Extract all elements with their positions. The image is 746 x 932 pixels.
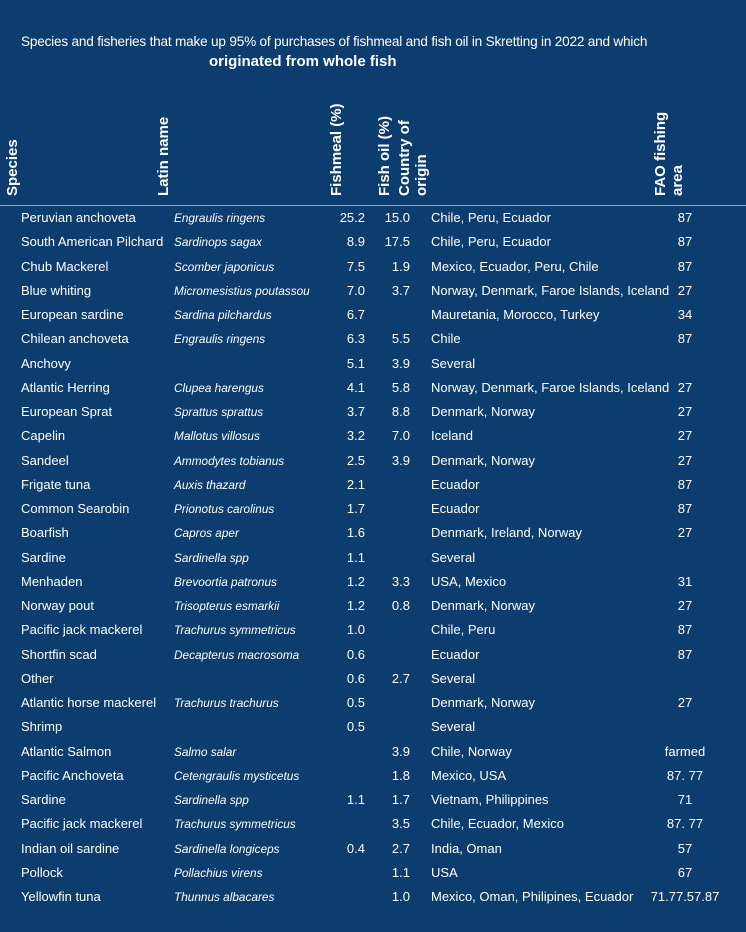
table-row xyxy=(0,788,746,812)
fao-area-cell: 87 xyxy=(677,258,693,274)
fishmeal-cell: 6.3 xyxy=(346,331,365,347)
species-cell: Shrimp xyxy=(21,719,63,735)
country-cell: Several xyxy=(431,670,476,686)
species-cell: Atlantic horse mackerel xyxy=(21,695,157,710)
fao-area-cell: farmed xyxy=(664,743,706,759)
header-latin-name: Latin name xyxy=(155,116,172,196)
fao-area-cell: 27 xyxy=(677,525,693,541)
table-row xyxy=(0,327,746,351)
latin-name-cell: Sardinella spp xyxy=(174,550,249,565)
table-row xyxy=(0,570,746,594)
fishmeal-cell: 3.2 xyxy=(346,428,365,444)
species-cell: Blue whiting xyxy=(21,282,92,298)
fishoil-cell: 1.8 xyxy=(391,767,410,783)
latin-name-cell: Sprattus sprattus xyxy=(174,405,264,419)
fishmeal-cell: 1.7 xyxy=(346,501,365,516)
table-row xyxy=(0,885,746,909)
country-cell: Denmark, Norway xyxy=(431,452,536,468)
fishoil-cell: 7.0 xyxy=(391,428,410,444)
table-row xyxy=(0,740,746,764)
fao-area-cell: 87 xyxy=(677,646,693,662)
latin-name-cell: Sardinops sagax xyxy=(174,235,262,250)
species-cell: Pacific Anchoveta xyxy=(21,767,124,783)
latin-name-cell: Brevoortia patronus xyxy=(174,574,277,589)
country-cell: Ecuador xyxy=(431,646,480,662)
species-cell: Sandeel xyxy=(21,452,69,468)
latin-name-cell: Auxis thazard xyxy=(174,477,246,492)
country-cell: Vietnam, Philippines xyxy=(431,792,549,807)
table-row xyxy=(0,352,746,376)
fao-area-cell: 67 xyxy=(677,864,693,880)
fao-area-cell: 27 xyxy=(677,282,693,298)
species-cell: Boarfish xyxy=(21,525,69,541)
fishoil-cell: 8.8 xyxy=(391,404,410,419)
country-cell: Several xyxy=(431,549,476,565)
fao-area-cell: 27 xyxy=(677,379,693,395)
fishoil-cell: 5.8 xyxy=(391,379,410,395)
latin-name-cell: Engraulis ringens xyxy=(174,211,266,225)
fao-area-cell: 27 xyxy=(677,598,693,613)
country-cell: USA xyxy=(431,864,458,880)
country-cell: Denmark, Ireland, Norway xyxy=(431,525,582,541)
fao-area-cell: 27 xyxy=(677,452,693,468)
country-cell: Iceland xyxy=(431,428,473,444)
fishoil-cell: 3.9 xyxy=(391,355,410,371)
country-cell: India, Oman xyxy=(431,840,502,856)
fao-area-cell: 71 xyxy=(677,792,693,807)
fao-area-cell: 27 xyxy=(677,404,693,419)
table-row xyxy=(0,473,746,497)
table-row xyxy=(0,764,746,788)
fao-area-cell: 27 xyxy=(677,428,693,444)
fao-area-cell: 87 xyxy=(677,331,693,347)
country-cell: Chile xyxy=(431,331,461,347)
table-row xyxy=(0,206,746,230)
latin-name-cell: Capros aper xyxy=(174,526,239,541)
species-cell: Atlantic Salmon xyxy=(21,743,112,759)
country-cell: Mexico, USA xyxy=(431,767,507,783)
fishoil-cell: 0.8 xyxy=(391,598,410,613)
fao-area-cell: 87. 77 xyxy=(666,816,704,832)
latin-name-cell: Prionotus carolinus xyxy=(174,502,275,516)
country-cell: Mexico, Ecuador, Peru, Chile xyxy=(431,258,599,274)
species-cell: Capelin xyxy=(21,428,66,444)
latin-name-cell: Trachurus symmetricus xyxy=(174,623,296,638)
fishmeal-cell: 0.5 xyxy=(346,695,365,710)
fishmeal-cell: 1.1 xyxy=(346,549,365,565)
fishmeal-cell: 5.1 xyxy=(346,355,365,371)
latin-name-cell: Engraulis ringens xyxy=(174,332,266,347)
header-species: Species xyxy=(4,139,21,196)
species-cell: South American Pilchard xyxy=(21,234,164,250)
country-cell: Chile, Ecuador, Mexico xyxy=(431,816,564,832)
fishoil-cell: 3.7 xyxy=(391,282,410,298)
fishoil-cell: 3.9 xyxy=(391,743,410,759)
table-row xyxy=(0,376,746,400)
fao-area-cell: 87. 77 xyxy=(666,767,704,783)
fao-area-cell: 71.77.57.87 xyxy=(650,889,720,904)
species-cell: European Sprat xyxy=(21,404,113,419)
table-row xyxy=(0,521,746,545)
fishmeal-cell: 8.9 xyxy=(346,234,365,250)
fishmeal-cell: 1.2 xyxy=(346,598,365,613)
fao-area-cell: 31 xyxy=(677,573,693,589)
latin-name-cell: Cetengraulis mysticetus xyxy=(174,768,300,783)
latin-name-cell: Salmo salar xyxy=(174,744,237,759)
header-country-line-2: origin xyxy=(413,154,430,196)
latin-name-cell: Ammodytes tobianus xyxy=(174,453,285,468)
fishmeal-cell: 4.1 xyxy=(346,379,365,395)
fishoil-cell: 1.7 xyxy=(391,792,410,807)
fishoil-cell: 2.7 xyxy=(391,670,410,686)
species-cell: Chilean anchoveta xyxy=(21,331,129,347)
fishmeal-cell: 2.5 xyxy=(346,452,365,468)
header-fishoil: Fish oil (%) xyxy=(376,116,393,196)
table-row xyxy=(0,715,746,739)
fao-area-cell: 87 xyxy=(677,476,693,492)
country-cell: Chile, Norway xyxy=(431,743,512,759)
country-cell: Chile, Peru, Ecuador xyxy=(431,234,551,250)
latin-name-cell: Sardina pilchardus xyxy=(174,308,272,322)
table-row xyxy=(0,643,746,667)
fishoil-cell: 1.1 xyxy=(391,864,410,880)
table-row xyxy=(0,230,746,254)
table-row xyxy=(0,424,746,448)
fishmeal-cell: 0.6 xyxy=(346,646,365,662)
fishmeal-cell: 2.1 xyxy=(346,476,365,492)
header-fao-line-2: area xyxy=(669,165,686,196)
fishmeal-cell: 1.0 xyxy=(346,622,365,638)
fao-area-cell: 87 xyxy=(677,501,693,516)
fishmeal-cell: 0.4 xyxy=(346,840,365,856)
country-cell: Chile, Peru xyxy=(431,622,496,638)
table-row xyxy=(0,861,746,885)
fishoil-cell: 1.0 xyxy=(391,889,410,904)
latin-name-cell: Clupea harengus xyxy=(174,380,264,395)
header-country-line-1: Country of xyxy=(396,120,413,196)
latin-name-cell: Trachurus trachurus xyxy=(174,696,279,710)
species-cell: Atlantic Herring xyxy=(21,379,110,395)
fishmeal-cell: 7.5 xyxy=(346,258,365,274)
table-body xyxy=(0,206,746,909)
fishoil-cell: 3.3 xyxy=(391,573,410,589)
latin-name-cell: Pollachius virens xyxy=(174,865,263,880)
fishoil-cell: 17.5 xyxy=(384,234,410,250)
fishmeal-cell: 1.1 xyxy=(346,792,365,807)
fishoil-cell: 3.9 xyxy=(391,452,410,468)
species-cell: Peruvian anchoveta xyxy=(21,210,136,225)
species-cell: Norway pout xyxy=(21,598,94,613)
fishmeal-cell: 0.5 xyxy=(346,719,365,735)
fishmeal-cell: 0.6 xyxy=(346,670,365,686)
table-row xyxy=(0,400,746,424)
fishmeal-cell: 7.0 xyxy=(346,282,365,298)
table-row xyxy=(0,303,746,327)
table-row xyxy=(0,667,746,691)
table-row xyxy=(0,279,746,303)
fao-area-cell: 27 xyxy=(677,695,693,710)
table-row xyxy=(0,546,746,570)
country-cell: Several xyxy=(431,355,476,371)
table-row xyxy=(0,837,746,861)
latin-name-cell: Mallotus villosus xyxy=(174,429,260,444)
country-cell: Denmark, Norway xyxy=(431,598,536,613)
species-cell: Anchovy xyxy=(21,355,71,371)
fao-area-cell: 57 xyxy=(677,840,693,856)
country-cell: Chile, Peru, Ecuador xyxy=(431,210,551,225)
latin-name-cell: Thunnus albacares xyxy=(174,890,275,904)
country-cell: Norway, Denmark, Faroe Islands, Iceland xyxy=(431,282,670,298)
country-cell: Ecuador xyxy=(431,476,480,492)
species-cell: Common Searobin xyxy=(21,501,130,516)
country-cell: USA, Mexico xyxy=(431,573,507,589)
table-row xyxy=(0,449,746,473)
latin-name-cell: Decapterus macrosoma xyxy=(174,647,300,662)
fishoil-cell: 15.0 xyxy=(384,210,410,225)
fishoil-cell: 3.5 xyxy=(391,816,410,832)
species-cell: Pacific jack mackerel xyxy=(21,816,143,832)
table-row xyxy=(0,618,746,642)
latin-name-cell: Scomber japonicus xyxy=(174,259,275,274)
fao-area-cell: 87 xyxy=(677,210,693,225)
species-cell: Pollock xyxy=(21,864,63,880)
country-cell: Denmark, Norway xyxy=(431,695,536,710)
fishoil-cell: 1.9 xyxy=(391,258,410,274)
latin-name-cell: Micromesistius poutassou xyxy=(174,283,310,298)
latin-name-cell: Sardinella longiceps xyxy=(174,841,280,856)
table-row xyxy=(0,255,746,279)
latin-name-cell: Sardinella spp xyxy=(174,793,249,807)
species-cell: Indian oil sardine xyxy=(21,840,120,856)
country-cell: Mexico, Oman, Philipines, Ecuador xyxy=(431,889,634,904)
table-row xyxy=(0,812,746,836)
table-title-line-1: Species and fisheries that make up 95% of purchases of fishmeal and fish oil in Skretting in 2022 and which xyxy=(21,34,648,49)
fao-area-cell: 87 xyxy=(677,234,693,250)
species-cell: Chub Mackerel xyxy=(21,258,109,274)
header-fao-fishing-area xyxy=(652,90,726,196)
fishoil-cell: 2.7 xyxy=(391,840,410,856)
table-title-line-2: originated from whole fish xyxy=(209,53,397,70)
species-cell: Shortfin scad xyxy=(21,646,97,662)
species-cell: Sardine xyxy=(21,549,66,565)
country-cell: Norway, Denmark, Faroe Islands, Iceland xyxy=(431,379,670,395)
latin-name-cell: Trachurus symmetricus xyxy=(174,817,296,832)
species-cell: Yellowfin tuna xyxy=(21,889,101,904)
fishmeal-cell: 1.2 xyxy=(346,573,365,589)
country-cell: Denmark, Norway xyxy=(431,404,536,419)
country-cell: Ecuador xyxy=(431,501,480,516)
fishoil-cell: 5.5 xyxy=(391,331,410,347)
species-cell: European sardine xyxy=(21,307,124,322)
header-country-of-origin xyxy=(396,90,470,196)
table-row xyxy=(0,497,746,521)
header-fao-line-1: FAO fishing xyxy=(652,111,669,196)
fao-area-cell: 34 xyxy=(677,307,693,322)
fishmeal-cell: 3.7 xyxy=(346,404,365,419)
table-row xyxy=(0,691,746,715)
species-cell: Other xyxy=(21,670,54,686)
latin-name-cell: Trisopterus esmarkii xyxy=(174,599,280,613)
header-fishmeal: Fishmeal (%) xyxy=(328,103,345,196)
fao-area-cell: 87 xyxy=(677,622,693,638)
fishmeal-cell: 1.6 xyxy=(346,525,365,541)
species-cell: Sardine xyxy=(21,792,66,807)
species-cell: Frigate tuna xyxy=(21,476,91,492)
species-cell: Menhaden xyxy=(21,573,83,589)
fishmeal-cell: 25.2 xyxy=(339,210,365,225)
country-cell: Mauretania, Morocco, Turkey xyxy=(431,307,600,322)
fishmeal-cell: 6.7 xyxy=(346,307,365,322)
table-row xyxy=(0,594,746,618)
country-cell: Several xyxy=(431,719,476,735)
species-cell: Pacific jack mackerel xyxy=(21,622,143,638)
